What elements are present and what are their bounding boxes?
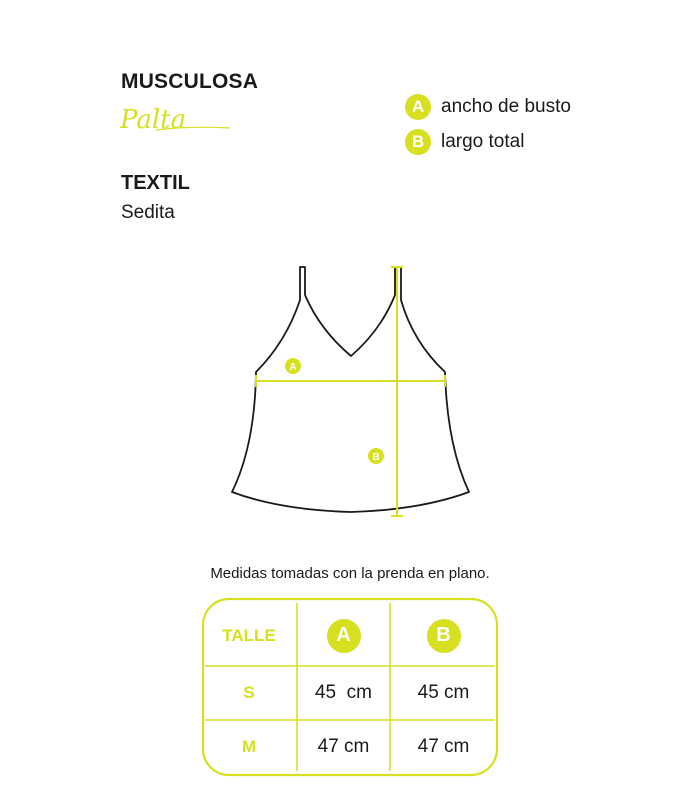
row-s-a: 45 cm — [314, 682, 373, 703]
garment-outline — [232, 267, 469, 512]
badge-a: A — [405, 94, 431, 120]
header-size: TALLE — [222, 625, 276, 645]
garment-diagram — [225, 260, 475, 525]
model-name-script — [118, 98, 238, 143]
header-a — [297, 605, 390, 666]
svg-text:Palta: Palta — [120, 105, 187, 135]
svg-text:B: B — [372, 452, 380, 463]
header-b — [390, 605, 497, 666]
fabric-name: Sedita — [121, 202, 175, 223]
row-s-b: 45 cm — [417, 682, 470, 703]
product-title: MUSCULOSA — [121, 70, 259, 93]
legend-item-a — [405, 94, 571, 120]
textile-heading: TEXTIL — [121, 172, 190, 194]
legend-label-a: ancho de busto — [441, 96, 571, 117]
row-s-size: S — [243, 683, 255, 702]
row-m-a: 47 cm — [317, 736, 370, 757]
legend-label-b: largo total — [441, 131, 525, 152]
svg-text:A: A — [289, 362, 297, 373]
header-a-badge: A — [327, 619, 361, 653]
size-table — [201, 597, 499, 777]
row-m-b: 47 cm — [417, 736, 470, 757]
header-b-badge: B — [427, 619, 461, 653]
row-m-size: M — [241, 737, 257, 756]
badge-b: B — [405, 129, 431, 155]
legend-item-b — [405, 129, 524, 155]
measurement-note: Medidas tomadas con la prenda en plano. — [210, 565, 490, 582]
